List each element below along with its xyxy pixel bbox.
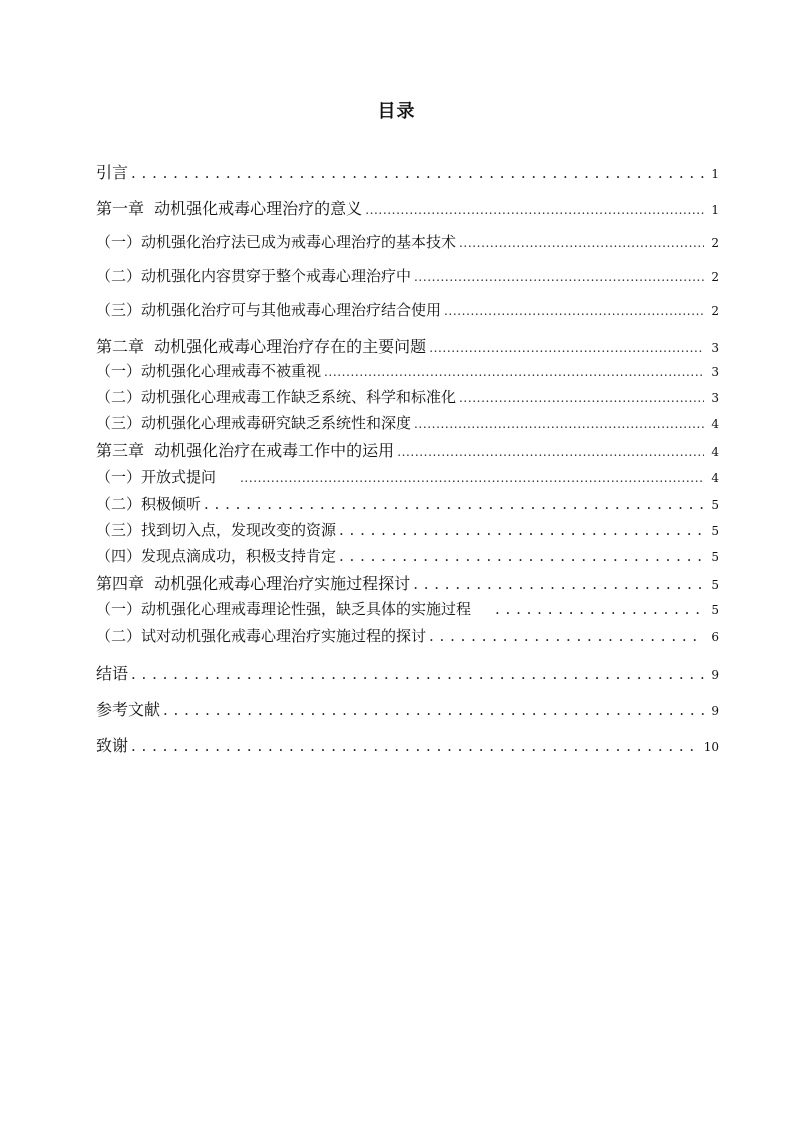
toc-entry[interactable] — [96, 196, 719, 219]
toc-entry-text: 第二章 动机强化戒毒心理治疗存在的主要问题 — [96, 337, 427, 356]
toc-entry[interactable] — [96, 231, 719, 252]
toc-entry-page: 9 — [711, 668, 719, 682]
toc-entry-text: 第四章 动机强化戒毒心理治疗实施过程探讨 — [96, 574, 411, 593]
toc-entry-text: （一）动机强化心理戒毒不被重视 — [96, 362, 322, 380]
toc-entry-text: 引言 — [96, 163, 129, 182]
toc-entry[interactable] — [96, 625, 719, 646]
toc-entry[interactable] — [96, 466, 719, 487]
toc-leader-dots — [459, 236, 704, 250]
toc-entry-page: 3 — [711, 391, 719, 405]
toc-entry[interactable] — [96, 545, 719, 566]
toc-entry-text: （四）发现点滴成功，积极支持肯定 — [96, 547, 337, 565]
toc-leader-dots — [240, 471, 704, 485]
toc-entry[interactable] — [96, 598, 719, 619]
toc-entry-text: 致谢 — [96, 736, 129, 755]
toc-entry[interactable] — [96, 697, 719, 720]
toc-leader-dots — [131, 164, 704, 182]
toc-entry-page: 4 — [711, 417, 719, 431]
toc-entry[interactable] — [96, 334, 719, 357]
toc-entry-text: 第三章 动机强化治疗在戒毒工作中的运用 — [96, 441, 395, 460]
toc-entry-text: （三）动机强化治疗可与其他戒毒心理治疗结合使用 — [96, 301, 442, 319]
toc-entry-text: （三）动机强化心理戒毒研究缺乏系统性和深度 — [96, 414, 412, 432]
toc-entry[interactable] — [96, 299, 719, 320]
toc-leader-dots — [414, 270, 704, 284]
toc-leader-dots — [339, 521, 704, 539]
toc-entry[interactable] — [96, 493, 719, 514]
toc-entry-text: （二）动机强化心理戒毒工作缺乏系统、科学和标准化 — [96, 388, 457, 406]
toc-leader-dots — [495, 600, 704, 618]
toc-entry-text: 第一章 动机强化戒毒心理治疗的意义 — [96, 199, 363, 218]
toc-entry-text: （三）找到切入点，发现改变的资源 — [96, 521, 337, 539]
toc-entry[interactable] — [96, 661, 719, 684]
toc-entry[interactable] — [96, 386, 719, 407]
toc-entry-page: 5 — [711, 578, 719, 592]
toc-entry-page: 3 — [711, 365, 719, 379]
toc-entry[interactable] — [96, 519, 719, 540]
toc-entry-page: 5 — [711, 550, 719, 564]
toc-leader-dots — [414, 417, 704, 431]
toc-leader-dots — [339, 547, 704, 565]
toc-leader-dots — [131, 737, 701, 755]
toc-entry[interactable] — [96, 265, 719, 286]
toc-entry-page: 5 — [711, 524, 719, 538]
toc-entry-text: （二）试对动机强化戒毒心理治疗实施过程的探讨 — [96, 627, 427, 645]
toc-entry[interactable] — [96, 412, 719, 433]
toc-leader-dots — [204, 495, 704, 513]
toc-entry-page: 2 — [711, 236, 719, 250]
toc-entry[interactable] — [96, 438, 719, 461]
toc-leader-dots — [444, 304, 704, 318]
toc-entry-page: 1 — [711, 203, 719, 217]
toc-leader-dots — [365, 203, 704, 217]
toc-entry-page: 6 — [711, 630, 719, 644]
toc-title: 目录 — [377, 101, 416, 122]
toc-leader-dots — [324, 365, 704, 379]
toc-entry-page: 2 — [711, 304, 719, 318]
toc-entry-text: （一）开放式提问 — [96, 468, 217, 486]
toc-leader-dots — [459, 391, 704, 405]
toc-entry[interactable] — [96, 571, 719, 594]
toc-entry-page: 3 — [711, 341, 719, 355]
toc-entry-text: 参考文献 — [96, 700, 161, 719]
toc-entry-text: （一）动机强化治疗法已成为戒毒心理治疗的基本技术 — [96, 233, 457, 251]
toc-leader-dots — [397, 445, 704, 459]
toc-entry-page: 4 — [711, 445, 719, 459]
toc-leader-dots — [429, 341, 704, 355]
toc-entry-page: 4 — [711, 471, 719, 485]
toc-entry[interactable] — [96, 733, 719, 756]
toc-entry-page: 1 — [711, 167, 719, 181]
toc-leader-dots — [413, 575, 704, 593]
toc-leader-dots — [429, 627, 704, 645]
toc-entry-text: （二）动机强化内容贯穿于整个戒毒心理治疗中 — [96, 267, 412, 285]
toc-entry-page: 10 — [703, 740, 719, 754]
toc-leader-dots — [163, 701, 704, 719]
toc-entry[interactable] — [96, 160, 719, 183]
toc-entry-text: （二）积极倾听 — [96, 495, 202, 513]
toc-entry[interactable] — [96, 360, 719, 381]
toc-entry-page: 5 — [711, 603, 719, 617]
toc-entry-page: 9 — [711, 704, 719, 718]
toc-entry-page: 5 — [711, 498, 719, 512]
toc-entry-text: 结语 — [96, 664, 129, 683]
toc-entry-text: （一）动机强化心理戒毒理论性强，缺乏具体的实施过程 — [96, 600, 472, 618]
toc-entry-page: 2 — [711, 270, 719, 284]
toc-leader-dots — [131, 665, 704, 683]
